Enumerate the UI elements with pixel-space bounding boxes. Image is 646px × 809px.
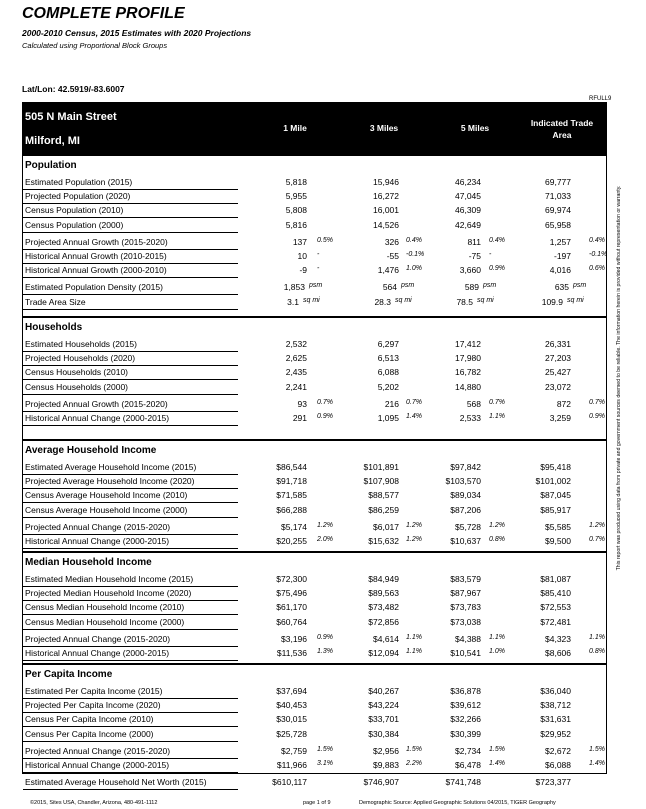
row-value: $73,038	[450, 616, 481, 627]
footer-page: page 1 of 9	[303, 800, 331, 806]
row-value: $4,388	[455, 633, 481, 644]
row-percent: 0.8%	[589, 648, 605, 655]
row-value: 17,980	[455, 353, 481, 364]
row-label: Projected Annual Growth (2015-2020)	[25, 398, 168, 409]
row-value: 47,045	[455, 191, 481, 202]
row-percent: 0.4%	[589, 236, 605, 244]
row-value: $85,410	[540, 588, 571, 599]
row-percent: 0.7%	[489, 398, 505, 406]
row-value: 2,435	[285, 367, 307, 378]
row-value: 69,777	[545, 177, 571, 187]
row-label: Projected Median Household Income (2020)	[25, 588, 192, 599]
disclaimer-text: This report was produced using data from private and government sources deemed to be reliable. The information herein is provided without representation or warranty.	[616, 185, 622, 571]
row-value: $84,949	[368, 574, 399, 584]
col-trade-area: Indicated Trade Area	[530, 118, 594, 140]
row-value: $30,015	[276, 714, 307, 725]
row-label: Historical Annual Change (2000-2015)	[25, 413, 170, 423]
table-row	[23, 728, 606, 741]
row-value: $5,174	[281, 521, 307, 532]
row-label: Census Average Household Income (2010)	[25, 490, 188, 501]
lat-lon: Lat/Lon: 42.5919/-83.6007	[22, 84, 125, 94]
row-value: $101,891	[363, 462, 399, 472]
row-value: $2,759	[281, 745, 307, 756]
col-1-mile: 1 Mile	[283, 123, 307, 133]
section-title: Households	[25, 322, 83, 333]
row-percent: 0.7%	[406, 398, 422, 406]
row-label: Historical Annual Growth (2010-2015)	[25, 251, 167, 261]
row-value: $610,117	[272, 777, 307, 788]
row-value: 216	[384, 398, 399, 409]
row-divider	[23, 517, 238, 518]
row-percent: 1.5%	[489, 745, 505, 753]
row-label: Projected Average Household Income (2020)	[25, 476, 195, 487]
row-value: 568	[466, 398, 481, 409]
row-value: 71,033	[545, 191, 571, 202]
row-value: 2,241	[285, 381, 307, 392]
row-divider	[23, 741, 238, 742]
row-value: -9	[299, 265, 307, 276]
row-value: 6,513	[377, 353, 399, 364]
row-label: Census Population (2010)	[25, 205, 124, 216]
row-divider	[23, 277, 238, 278]
row-label: Estimated Households (2015)	[25, 339, 137, 349]
row-value: $91,718	[276, 476, 307, 487]
row-unit: sq mi	[303, 296, 320, 304]
row-divider	[23, 309, 238, 310]
row-value: -75	[468, 251, 481, 261]
row-unit: sq mi	[477, 296, 494, 304]
row-divider	[23, 772, 238, 773]
row-label: Estimated Per Capita Income (2015)	[25, 686, 163, 696]
row-value: 16,272	[373, 191, 399, 202]
row-value: 1,476	[377, 265, 399, 276]
row-percent: 0.4%	[406, 236, 422, 244]
row-value: $10,541	[450, 648, 481, 658]
row-value: $61,170	[276, 602, 307, 613]
row-value: 16,782	[455, 367, 481, 378]
row-value: 872	[556, 398, 571, 409]
row-label: Estimated Median Household Income (2015)	[25, 574, 194, 584]
table-row	[23, 713, 606, 726]
row-divider	[23, 394, 238, 395]
row-value: $43,224	[368, 700, 399, 711]
row-value: $81,087	[540, 574, 571, 584]
row-percent: 0.7%	[317, 398, 333, 406]
section-average-household-income	[23, 439, 606, 553]
section-population	[23, 156, 606, 316]
row-divider	[23, 548, 238, 549]
row-value: $89,034	[450, 490, 481, 501]
row-value: 2,533	[459, 413, 481, 423]
row-value: $87,967	[450, 588, 481, 599]
row-percent: 0.6%	[589, 265, 605, 273]
row-value: $4,614	[373, 633, 399, 644]
row-percent: 0.9%	[317, 633, 333, 641]
row-percent: 1.4%	[589, 760, 605, 767]
row-percent: 0.7%	[589, 536, 605, 543]
section-title: Average Household Income	[25, 445, 157, 456]
row-label: Census Households (2000)	[25, 381, 129, 392]
row-value: $75,496	[276, 588, 307, 599]
row-value: $32,266	[450, 714, 481, 725]
row-divider	[23, 629, 238, 630]
row-percent: 0.9%	[589, 413, 605, 420]
row-value: 46,234	[455, 177, 481, 187]
row-value: 14,526	[373, 219, 399, 230]
row-percent: -0.1%	[406, 251, 425, 258]
row-label: Estimated Average Household Net Worth (2015)	[25, 777, 207, 788]
table-row	[23, 381, 606, 394]
row-value: 1,095	[377, 413, 399, 423]
table-row	[23, 489, 606, 502]
page-subtitle: 2000-2010 Census, 2015 Estimates with 2020 Projections	[22, 28, 252, 38]
row-value: $11,536	[276, 648, 307, 658]
row-value: 27,203	[545, 353, 571, 364]
table-row	[23, 535, 606, 548]
row-label: Projected Annual Change (2015-2020)	[25, 745, 171, 756]
row-label: Census Median Household Income (2000)	[25, 616, 185, 627]
row-value: $101,002	[535, 476, 571, 487]
row-value: $38,712	[540, 700, 571, 711]
row-value: $2,672	[545, 745, 571, 756]
table-row	[23, 338, 606, 351]
row-value: 1,257	[549, 236, 571, 247]
row-value: $15,632	[368, 536, 399, 546]
table-row	[23, 616, 606, 629]
row-unit: psm	[483, 282, 497, 290]
row-label: Census Per Capita Income (2000)	[25, 728, 154, 739]
row-percent: 1.2%	[317, 521, 333, 529]
row-label: Projected Households (2020)	[25, 353, 136, 364]
row-value: 811	[467, 236, 481, 247]
row-percent: 1.1%	[589, 633, 605, 641]
row-value: $71,585	[276, 490, 307, 501]
row-value: 589	[464, 282, 479, 293]
table-row	[23, 776, 606, 789]
profile-table	[22, 155, 608, 788]
row-value: 5,808	[285, 205, 307, 216]
row-value: 5,818	[285, 177, 307, 187]
row-value: 25,427	[545, 367, 571, 378]
row-value: $72,481	[540, 616, 571, 627]
row-label: Historical Annual Change (2000-2015)	[25, 536, 170, 546]
row-label: Estimated Population (2015)	[25, 177, 133, 187]
row-value: $29,952	[540, 728, 571, 739]
row-label: Historical Annual Change (2000-2015)	[25, 760, 170, 770]
table-row	[23, 745, 606, 758]
table-row	[23, 475, 606, 488]
site-address: 505 N Main Street	[25, 111, 117, 123]
row-value: $30,399	[450, 728, 481, 739]
row-divider	[23, 660, 238, 661]
footer-copyright: ©2015, Sites USA, Chandler, Arizona, 480-491-1112	[30, 800, 158, 806]
row-percent: 1.5%	[406, 745, 422, 753]
row-value: $2,956	[373, 745, 399, 756]
row-value: 65,958	[545, 219, 571, 230]
row-value: $89,563	[368, 588, 399, 599]
row-label: Historical Annual Growth (2000-2010)	[25, 265, 167, 276]
row-percent: 0.8%	[489, 536, 505, 543]
row-value: 6,088	[377, 367, 399, 378]
row-value: $741,748	[445, 777, 481, 788]
row-value: 635	[554, 282, 569, 293]
row-label: Census Population (2000)	[25, 219, 124, 230]
row-label: Census Median Household Income (2010)	[25, 602, 185, 613]
row-value: $72,856	[368, 616, 399, 627]
row-value: $73,482	[368, 602, 399, 613]
row-value: 1,853	[283, 282, 305, 293]
col-5-miles: 5 Miles	[460, 123, 490, 133]
row-value: $95,418	[540, 462, 571, 472]
row-value: 46,309	[455, 205, 481, 216]
row-percent: 2.0%	[317, 536, 333, 543]
section-median-household-income	[23, 551, 606, 665]
table-row	[23, 587, 606, 600]
row-percent: 0.7%	[589, 398, 605, 406]
row-label: Projected Per Capita Income (2020)	[25, 700, 161, 711]
row-value: 291	[292, 413, 307, 423]
table-row	[23, 398, 606, 411]
table-row	[23, 699, 606, 712]
row-value: 3.1	[287, 296, 299, 307]
row-unit: psm	[401, 282, 415, 290]
row-value: $12,094	[368, 648, 399, 658]
row-value: $40,453	[276, 700, 307, 711]
row-percent: 2.2%	[406, 760, 422, 767]
row-percent: 1.3%	[317, 648, 333, 655]
row-percent: -	[317, 265, 320, 273]
row-label: Projected Annual Change (2015-2020)	[25, 521, 171, 532]
row-value: $60,764	[276, 616, 307, 627]
row-value: $72,553	[540, 602, 571, 613]
row-unit: sq mi	[567, 296, 584, 304]
row-value: 42,649	[455, 219, 481, 230]
row-value: $6,017	[373, 521, 399, 532]
row-value: 2,625	[285, 353, 307, 364]
table-row	[23, 412, 606, 425]
site-city: Milford, MI	[25, 135, 80, 147]
row-value: $33,701	[368, 714, 399, 725]
row-value: 26,331	[545, 339, 571, 349]
row-value: 28.3	[374, 296, 391, 307]
row-value: $66,288	[276, 504, 307, 515]
row-value: 17,412	[455, 339, 481, 349]
section-per-capita-income	[23, 663, 606, 788]
row-value: $723,377	[535, 777, 571, 788]
row-percent: -	[317, 251, 320, 258]
row-value: $85,917	[540, 504, 571, 515]
row-percent: 1.5%	[589, 745, 605, 753]
page-title: COMPLETE PROFILE	[22, 5, 185, 22]
table-row	[23, 250, 606, 263]
row-percent: 1.2%	[406, 521, 422, 529]
row-percent: 1.2%	[489, 521, 505, 529]
row-value: $31,631	[540, 714, 571, 725]
calculation-note: Calculated using Proportional Block Groups	[22, 41, 168, 50]
row-value: $5,728	[455, 521, 481, 532]
table-row	[23, 685, 606, 698]
row-value: $72,300	[276, 574, 307, 584]
row-value: 14,880	[455, 381, 481, 392]
table-row	[23, 264, 606, 277]
row-value: $2,734	[455, 745, 481, 756]
row-value: 10	[297, 251, 307, 261]
row-percent: 0.9%	[317, 413, 333, 420]
row-divider	[23, 232, 238, 233]
row-label: Census Average Household Income (2000)	[25, 504, 188, 515]
row-label: Projected Population (2020)	[25, 191, 131, 202]
row-percent: 1.2%	[406, 536, 422, 543]
row-value: 93	[297, 398, 307, 409]
row-value: 3,660	[459, 265, 481, 276]
row-divider	[23, 425, 238, 426]
row-value: $36,878	[450, 686, 481, 696]
row-value: -55	[386, 251, 399, 261]
row-value: -197	[553, 251, 571, 261]
row-percent: 1.1%	[406, 648, 422, 655]
row-value: 6,297	[377, 339, 399, 349]
footer-source: Demographic Source: Applied Geographic Solutions 04/2015, TIGER Geography	[359, 800, 556, 806]
table-row	[23, 176, 606, 189]
row-value: $25,728	[276, 728, 307, 739]
row-label: Census Households (2010)	[25, 367, 129, 378]
row-value: $9,883	[373, 760, 399, 770]
section-households	[23, 316, 606, 441]
table-row	[23, 281, 606, 294]
row-value: 16,001	[373, 205, 399, 216]
row-value: $11,966	[276, 760, 307, 770]
row-unit: sq mi	[395, 296, 412, 304]
row-value: $4,323	[545, 633, 571, 644]
row-value: $20,255	[276, 536, 307, 546]
row-value: 2,532	[285, 339, 307, 349]
row-value: 69,974	[545, 205, 571, 216]
row-percent: 1.1%	[489, 633, 505, 641]
row-value: $6,088	[545, 760, 571, 770]
table-row	[23, 204, 606, 217]
row-percent: 1.4%	[489, 760, 505, 767]
row-value: $3,196	[281, 633, 307, 644]
section-title: Per Capita Income	[25, 669, 113, 680]
row-value: $37,694	[276, 686, 307, 696]
row-value: $746,907	[363, 777, 399, 788]
row-value: $40,267	[368, 686, 399, 696]
section-title: Population	[25, 160, 77, 171]
row-percent: 1.5%	[317, 745, 333, 753]
row-unit: psm	[309, 282, 323, 290]
row-value: 326	[384, 236, 399, 247]
table-row	[23, 366, 606, 379]
row-value: 137	[292, 236, 307, 247]
report-code: RFULL9	[589, 96, 612, 102]
table-row	[23, 601, 606, 614]
row-label: Projected Annual Growth (2015-2020)	[25, 236, 168, 247]
table-row	[23, 504, 606, 517]
row-percent: 1.1%	[406, 633, 422, 641]
row-percent: 0.9%	[489, 265, 505, 273]
row-value: $6,478	[455, 760, 481, 770]
row-label: Trade Area Size	[25, 296, 86, 307]
row-percent: 1.1%	[489, 413, 505, 420]
row-label: Estimated Population Density (2015)	[25, 282, 163, 293]
row-value: $9,500	[545, 536, 571, 546]
col-3-miles: 3 Miles	[369, 123, 399, 133]
row-percent: -0.1%	[589, 251, 608, 258]
row-percent: 1.2%	[589, 521, 605, 529]
row-value: 5,202	[377, 381, 399, 392]
table-row	[23, 352, 606, 365]
row-value: $88,577	[368, 490, 399, 501]
row-unit: psm	[573, 282, 587, 290]
table-row	[23, 296, 606, 309]
row-percent: -	[489, 251, 492, 258]
row-percent: 3.1%	[317, 760, 333, 767]
row-value: $86,259	[368, 504, 399, 515]
row-value: $107,908	[363, 476, 399, 487]
table-row	[23, 573, 606, 586]
table-row	[23, 461, 606, 474]
row-value: $10,637	[450, 536, 481, 546]
row-value: 5,955	[285, 191, 307, 202]
row-percent: 1.4%	[406, 413, 422, 420]
table-row	[23, 236, 606, 249]
row-percent: 0.4%	[489, 236, 505, 244]
row-value: $103,570	[445, 476, 481, 487]
table-row	[23, 190, 606, 203]
row-value: 109.9	[541, 296, 563, 307]
row-percent: 1.0%	[406, 265, 422, 273]
row-percent: 0.5%	[317, 236, 333, 244]
row-value: $39,612	[450, 700, 481, 711]
disclaimer	[612, 148, 626, 608]
row-divider	[23, 789, 238, 790]
row-value: $36,040	[540, 686, 571, 696]
row-value: $8,606	[545, 648, 571, 658]
table-row	[23, 219, 606, 232]
row-value: 3,259	[549, 413, 571, 423]
row-value: 15,946	[373, 177, 399, 187]
row-percent: 1.0%	[489, 648, 505, 655]
row-value: 5,816	[285, 219, 307, 230]
row-label: Estimated Average Household Income (2015)	[25, 462, 197, 472]
table-header	[22, 103, 607, 155]
row-value: $86,544	[276, 462, 307, 472]
row-label: Census Per Capita Income (2010)	[25, 714, 154, 725]
row-label: Historical Annual Change (2000-2015)	[25, 648, 170, 658]
table-row	[23, 647, 606, 660]
table-row	[23, 633, 606, 646]
row-value: $83,579	[450, 574, 481, 584]
row-label: Projected Annual Change (2015-2020)	[25, 633, 171, 644]
section-title: Median Household Income	[25, 557, 152, 568]
row-value: 78.5	[456, 296, 473, 307]
row-value: $5,585	[545, 521, 571, 532]
table-row	[23, 521, 606, 534]
row-value: $87,206	[450, 504, 481, 515]
row-value: $73,783	[450, 602, 481, 613]
row-value: 564	[382, 282, 397, 293]
row-value: 23,072	[545, 381, 571, 392]
row-value: $87,045	[540, 490, 571, 501]
row-value: $97,842	[450, 462, 481, 472]
table-row	[23, 759, 606, 772]
row-value: $30,384	[368, 728, 399, 739]
row-value: 4,016	[549, 265, 571, 276]
